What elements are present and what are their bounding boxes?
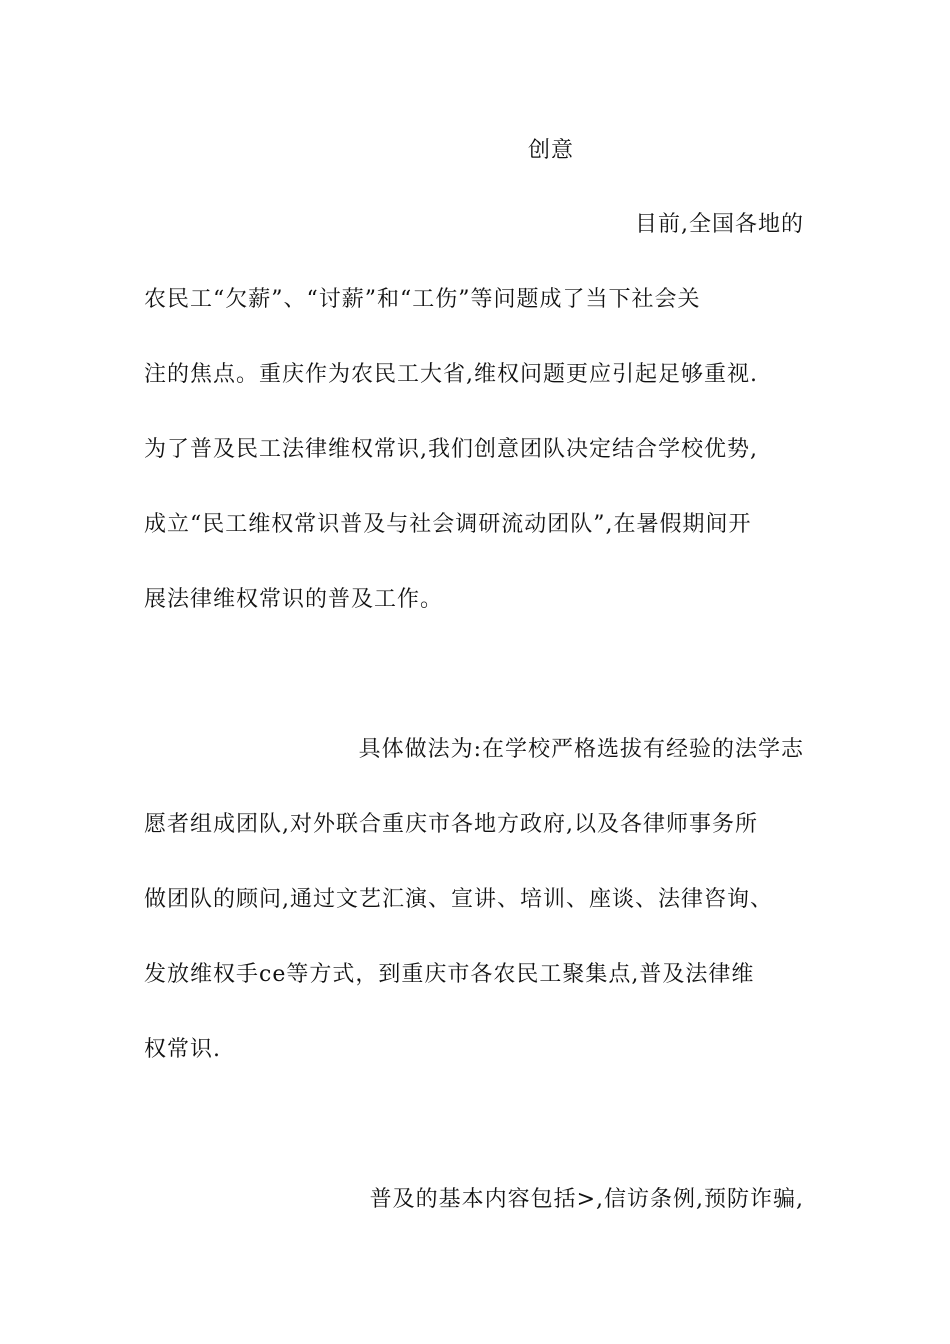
paragraph-line: 做团队的顾问,通过文艺汇演、宣讲、培训、座谈、法律咨询、 xyxy=(144,887,773,912)
paragraph-line: 成立“民工维权常识普及与社会调研流动团队”,在暑假期间开 xyxy=(144,512,752,537)
paragraph-line: 农民工“欠薪”、“讨薪”和“工伤”等问题成了当下社会关 xyxy=(144,287,701,312)
document-title: 创意 xyxy=(528,138,575,163)
paragraph-line: 普及的基本内容包括>,信访条例,预防诈骗, xyxy=(369,1187,804,1212)
paragraph-line: 权常识. xyxy=(144,1037,221,1062)
paragraph-line: 发放维权手ce等方式，到重庆市各农民工聚集点,普及法律维 xyxy=(144,962,755,987)
paragraph-line: 注的焦点。重庆作为农民工大省,维权问题更应引起足够重视. xyxy=(144,362,758,387)
paragraph-line: 为了普及民工法律维权常识,我们创意团队决定结合学校优势, xyxy=(144,437,758,462)
paragraph-line: 展法律维权常识的普及工作。 xyxy=(144,587,444,612)
paragraph-line: 具体做法为:在学校严格选拔有经验的法学志 xyxy=(358,737,804,762)
paragraph-line: 愿者组成团队,对外联合重庆市各地方政府,以及各律师事务所 xyxy=(144,812,758,837)
paragraph-line: 目前,全国各地的 xyxy=(635,212,804,237)
